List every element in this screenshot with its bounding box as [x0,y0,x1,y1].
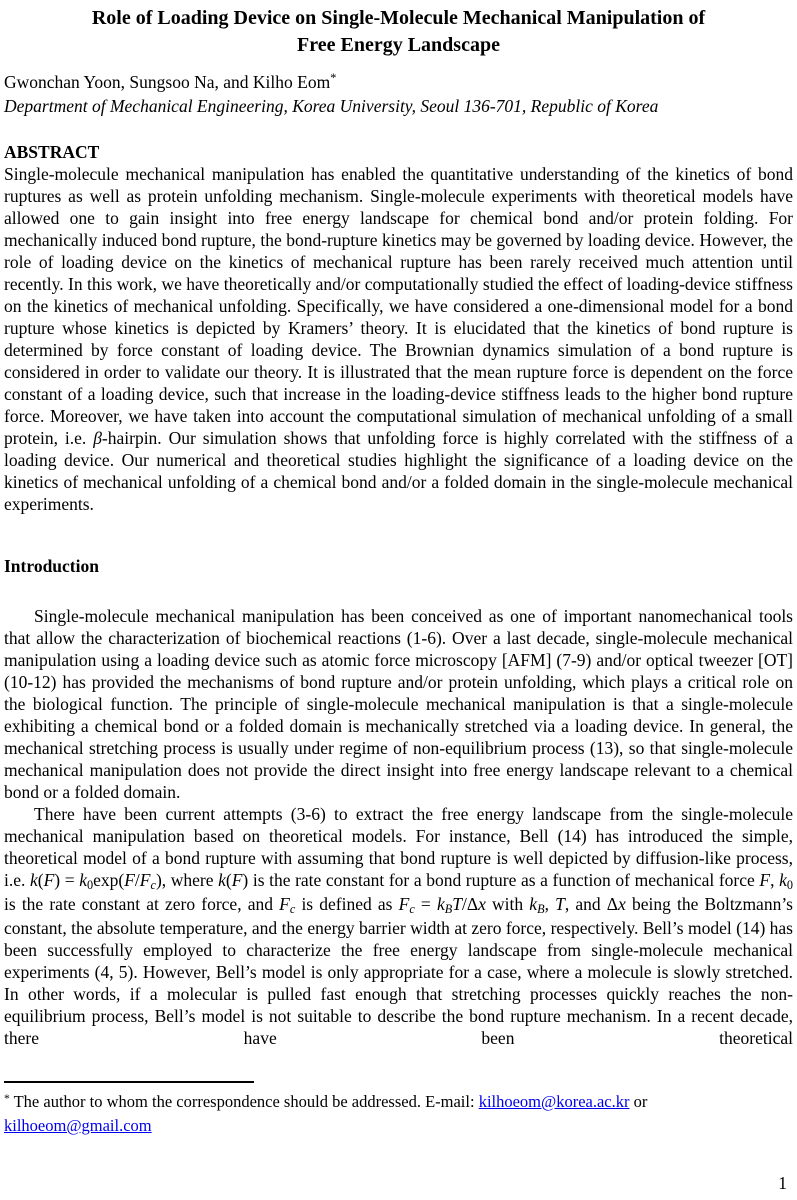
paper-title-line-1: Role of Loading Device on Single-Molecule Mechanical Manipulation of [91,7,706,29]
text-run: F [398,894,410,914]
text-run: exp( [93,870,125,890]
paper-title [4,5,793,58]
authors-names: Gwonchan Yoon, Sungsoo Na, and Kilho Eom [4,72,331,92]
email-link[interactable]: kilhoeom@gmail.com [4,1116,152,1135]
text-run: k [79,870,87,890]
footnote-separator-rule [4,1081,254,1083]
text-run: , [770,870,780,890]
text-run: F [231,870,243,890]
text-run: There have been current attempts (3-6) to extract the free energy landscape from the single-molecule mechanical manipulation based on theoretical models. For instance, Bell (14) has introduced the simple, theoretical model of a bond rupture with assuming that bond rupture is well depicted by diffusion-like process, i.e. [4,804,793,890]
author-asterisk: * [330,70,337,85]
text-run: B [444,902,453,917]
text-run: -hairpin. Our simulation shows that unfolding force is highly correlated with the stiffness of a loading device. Our numerical and theoretical studies highlight the significance of a loading device on the kinetics of mechanical unfolding of a chemical bond and/or a folded domain in the single-molecule mechanical experiments. [4,428,793,514]
text-run: The author to whom the correspondence should be addressed. E-mail: [9,1092,479,1111]
text-run: with [485,894,530,914]
text-run: x [618,894,626,914]
text-run: ( [225,870,232,890]
text-run: Single-molecule mechanical manipulation has been conceived as one of important nanomechanical tools that allow the characterization of biochemical reactions (1-6). Over a last decade, single-molecule mechanical manipulation using a loading device such as atomic force microscopy [AFM] (7-9) and/or optical tweezer [OT] (10-12) has provided the mechanisms of bond rupture and/or protein unfolding, which plays a critical role on the biological function. The principle of single-molecule mechanical manipulation is that a single-molecule exhibiting a chemical bond or a folded domain is mechanically stretched via a loading device. In general, the mechanical stretching process is usually under regime of non-equilibrium process (13), so that single-molecule mechanical manipulation does not provide the direct insight into free energy landscape relevant to a chemical bond or a folded domain. [4,606,793,802]
text-run: ), where [155,870,219,890]
page-number: 1 [778,1173,787,1193]
paper-title-line-2: Free Energy Landscape [297,33,500,56]
abstract-heading: ABSTRACT [4,142,100,162]
abstract-paragraph [4,163,793,515]
text-run: k [436,894,445,914]
text-run: x [478,894,486,914]
intro-paragraph-2 [4,803,793,1049]
text-run: F [759,870,771,890]
email-link[interactable]: kilhoeom@korea.ac.kr [478,1092,630,1111]
text-run: or [629,1092,648,1111]
text-run: β [93,428,102,448]
text-run: k [529,894,538,914]
text-run: T [555,894,565,914]
text-run: / [134,870,140,890]
text-run: 0 [86,878,94,893]
text-run: F [139,870,151,890]
text-run: ( [37,870,44,890]
text-run: k [218,870,226,890]
text-run: T [452,894,462,914]
text-run: , [544,894,556,914]
text-run: is the rate constant at zero force, and [4,894,280,914]
text-run: , and Δ [564,894,619,914]
footnote-text [4,1091,793,1136]
text-run: F [124,870,135,890]
text-run: = [414,894,437,914]
text-run: * [4,1092,10,1105]
text-run: c [150,878,156,893]
text-run: k [779,870,787,890]
intro-paragraph-1 [4,605,793,803]
text-run: B [537,902,545,917]
text-run: ) is the rate constant for a bond rupture as a function of mechanical force [242,870,760,890]
introduction-heading: Introduction [4,556,99,576]
text-run: Single-molecule mechanical manipulation has enabled the quantitative understanding of the kinetics of bond ruptures as well as protein unfolding mechanism. Single-molecule experiments with theoretical models have allowed one to gain insight into free energy landscape for chemical bond and/or protein folding. For mechanically induced bond rupture, the bond-rupture kinetics may be governed by loading device. However, the role of loading device on the kinetics of mechanical rupture has been rarely received much attention until recently. In this work, we have theoretically and/or computationally studied the effect of loading-device stiffness on the kinetics of mechanical unfolding. Specifically, we have considered a one-dimensional model for a bond rupture whose kinetics is depicted by Kramers’ theory. It is elucidated that the kinetics of bond rupture is determined by force constant of loading device. The Brownian dynamics simulation of a bond rupture is considered in order to validate our theory. It is illustrated that the mean rupture force is dependent on the force constant of a loading device, such that increase in the loading-device stiffness leads to the higher bond rupture force. Moreover, we have taken into account the computational simulation of mechanical unfolding of a small protein, i.e. [4,164,793,448]
footnote [4,1081,793,1136]
text-run: being the Boltzmann’s constant, the absolute temperature, and the energy barrier width at zero force, respectively. Bell’s model (14) has been successfully employed to characterize the free energy landscape from single-molecule mechanical experiments (4, 5). However, Bell’s model is only appropriate for a case, where a molecule is slowly stretched. In other words, if a molecular is pulled fast enough that stretching processes quickly reaches the non-equilibrium process, Bell’s model is not suitable to describe the bond rupture mechanism. In a recent decade, there have been theoretical [4,894,793,1048]
text-run: c [289,902,296,917]
text-run: F [279,894,290,914]
text-run: ) = [54,870,80,890]
text-run: is defined as [295,894,399,914]
authors-line [4,71,793,95]
text-run: c [409,902,415,917]
text-run: /Δ [461,894,479,914]
text-run: 0 [786,878,793,893]
text-run: k [29,870,38,890]
affiliation: Department of Mechanical Engineering, Korea University, Seoul 136-701, Republic of Korea [4,96,659,116]
text-run: F [43,870,55,890]
